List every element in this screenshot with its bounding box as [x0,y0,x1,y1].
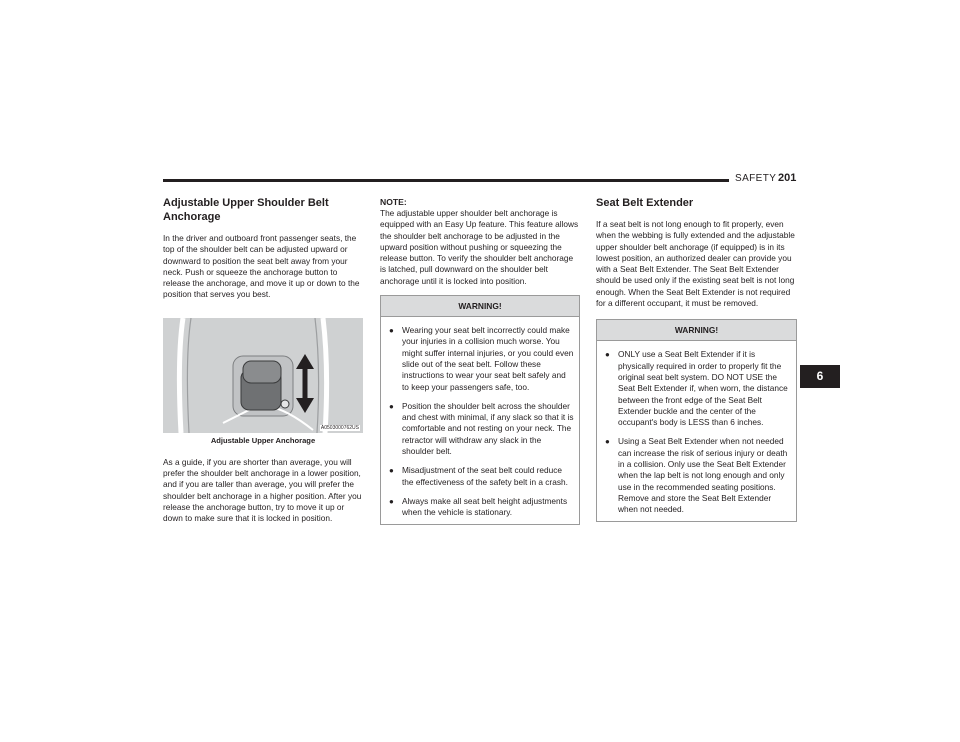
running-header-section: SAFETY [735,173,777,184]
bullet-icon: ● [605,437,610,447]
warning-item [389,401,574,457]
warning-box-anchorage [380,295,580,524]
warning-item [389,465,574,488]
column-right [596,196,796,522]
bullet-icon: ● [389,466,394,476]
bullet-icon: ● [389,401,394,411]
note-paragraph: The adjustable upper shoulder belt anchorage is equipped with an Easy Up feature. This feature allows the shoulder belt anchorage to be adjusted in the upward position without pushing or squeezing the release button. To verify the shoulder belt anchorage is latched, pull downward on the shoulder belt anchorage until it is locked into position. [380,208,579,286]
warning-item-text: Always make all seat belt height adjustments when the vehicle is stationary. [402,495,568,518]
anchorage-illustration [163,318,363,433]
warning-title: WARNING! [381,296,579,317]
warning-item [389,325,574,393]
warning-item [389,496,574,519]
column-left [163,196,363,525]
page-number: 201 [778,172,797,184]
header-rule [163,179,729,182]
warning-item-text: Position the shoulder belt across the shoulder and chest with minimal, if any slack so that it is comfortable and not resting on your neck. The retractor will withdraw any slack in the shoulder belt. [402,400,574,457]
bullet-icon: ● [605,350,610,360]
warning-item [605,436,791,515]
warning-list [597,341,796,520]
warning-item [605,349,791,428]
warning-list [381,317,579,523]
anchorage-drawing [163,318,363,433]
bullet-icon: ● [389,326,394,336]
chapter-tab: 6 [800,365,840,388]
anchorage-intro-paragraph: In the driver and outboard front passenger seats, the top of the shoulder belt can be adjusted upward or downward to position the seat belt away from your neck. Push or squeeze the anchorage button to release the anchorage, and move it up or down to the position that serves you best. [163,233,360,300]
warning-item-text: Using a Seat Belt Extender when not needed can increase the risk of serious injury or death in a collision. Only use the Seat Belt Extender when the lap belt is not long enough and only use in the recommended seating positions. Remove and store the Seat Belt Extender when not needed. [618,436,788,515]
figure-code: A0503000762US [320,424,359,431]
note-label: NOTE: [380,197,407,207]
column-middle [380,196,580,525]
figure-caption: Adjustable Upper Anchorage [210,435,316,445]
anchorage-guide-paragraph: As a guide, if you are shorter than average, you will prefer the shoulder belt anchorage in a lower position, and if you are taller than average, you will prefer the shoulder belt anchorage in a higher position. After you release the anchorage button, try to move it up or down to make sure that it is locked in position. [163,456,362,524]
warning-item-text: Misadjustment of the seat belt could reduce the effectiveness of the safety belt in a crash. [402,465,568,487]
section-heading-seat-belt-extender: Seat Belt Extender [596,197,694,209]
bullet-icon: ● [389,496,394,506]
warning-item-text: ONLY use a Seat Belt Extender if it is physically required in order to properly fit the original seat belt system. DO NOT USE the Seat Belt Extender if, when worn, the distance between the front edge of the Seat Belt Extender buckle and the center of the occupant's body is LESS than 6 inches. [618,349,788,428]
extender-paragraph: If a seat belt is not long enough to fit properly, even when the webbing is fully extended and the adjustable upper shoulder belt anchorage (if equipped) is in its lowest position, an authorized dealer can provide you with a Seat Belt Extender. The Seat Belt Extender should be used only if the existing seat belt is not long enough. When the Seat Belt Extender is not required for a different occupant, it must be removed. [596,219,795,309]
warning-title: WARNING! [597,320,796,341]
warning-box-extender [596,319,797,521]
section-heading-upper-anchorage: Adjustable Upper Shoulder Belt Anchorage [163,197,329,223]
warning-item-text: Wearing your seat belt incorrectly could make your injuries in a collision much worse. You might suffer internal injuries, or you could even slide out of the seat belt. Follow these instructions to wear your seat belt safely and to keep your passengers safe, too. [402,325,574,392]
